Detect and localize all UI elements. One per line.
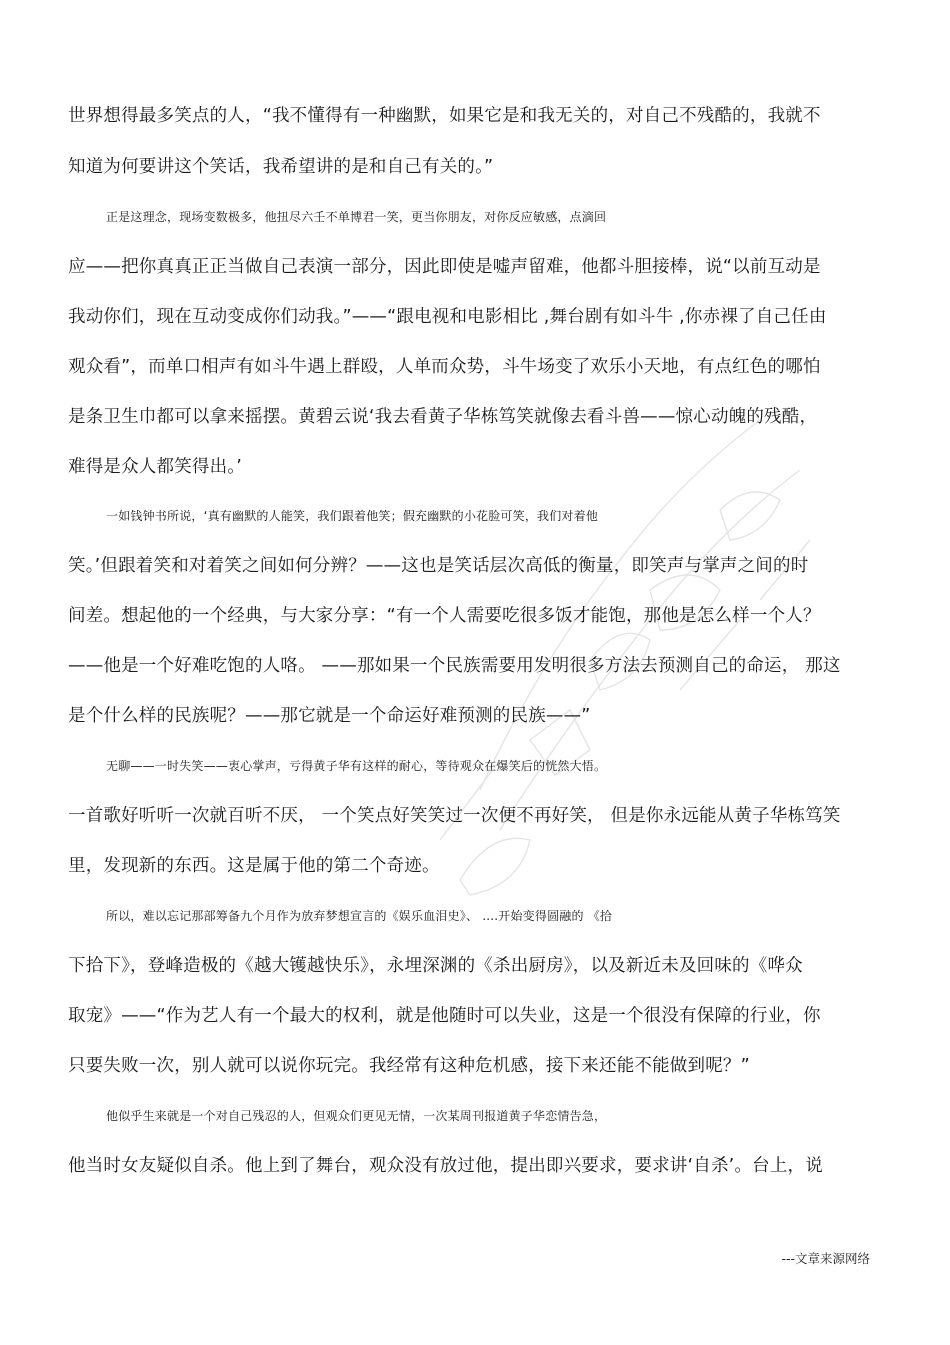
text-line: 他当时女友疑似自杀。他上到了舞台，观众没有放过他，提出即兴要求，要求讲‘自杀’。台上，说 bbox=[68, 1156, 823, 1176]
text-line: 所以，难以忘记那部筹备九个月作为放弃梦想宣言的《娱乐血泪史》、 ....开始变得圆融的 《拾 bbox=[106, 909, 613, 923]
text-line: 一首歌好听听一次就百听不厌， 一个笑点好笑笑过一次便不再好笑， 但是你永远能从黄子华栋笃笑 bbox=[68, 806, 841, 826]
text-line: 知道为何要讲这个笑话，我希望讲的是和自己有关的。” bbox=[68, 157, 494, 177]
text-line: 观众看”，而单口相声有如斗牛遇上群殴，人单而众势，斗牛场变了欢乐小天地，有点红色的哪怕 bbox=[68, 357, 821, 377]
text-line: ——他是一个好难吃饱的人咯。 ——那如果一个民族需要用发明很多方法去预测自己的命运， 那这 bbox=[68, 656, 841, 676]
text-line: 无聊——一时失笑——衷心掌声，亏得黄子华有这样的耐心，等待观众在爆笑后的恍然大悟。 bbox=[106, 759, 607, 773]
text-line: 间差。想起他的一个经典，与大家分享：“有一个人需要吃很多饭才能饱，那他是怎么样一个人？ bbox=[68, 606, 821, 626]
text-line: 一如钱钟书所说，‘真有幽默的人能笑，我们跟着他笑；假充幽默的小花脸可笑，我们对着他 bbox=[106, 509, 599, 523]
text-line: 难得是众人都笑得出。’ bbox=[68, 457, 243, 477]
text-line: 是个什么样的民族呢？——那它就是一个命运好难预测的民族——” bbox=[68, 706, 591, 726]
text-line: 世界想得最多笑点的人，“我不懂得有一种幽默，如果它是和我无关的，对自己不残酷的，我就不 bbox=[68, 106, 821, 126]
source-footer: ---文章来源网络 bbox=[781, 1251, 870, 1266]
text-line: 应——把你真真正正当做自己表演一部分，因此即使是嘘声留难，他都斗胆接棒，说“以前互动是 bbox=[68, 257, 821, 277]
text-line: 笑。’但跟着笑和对着笑之间如何分辨？——这也是笑话层次高低的衡量，即笑声与掌声之间的时 bbox=[68, 556, 809, 576]
text-line: 他似乎生来就是一个对自己残忍的人，但观众们更见无情，一次某周刊报道黄子华恋情告急， bbox=[106, 1109, 607, 1123]
text-line: 下拾下》，登峰造极的《越大镬越快乐》，永埋深渊的《杀出厨房》，以及新近未及回味的《哗众 bbox=[68, 956, 803, 976]
text-line: 我动你们，现在互动变成你们动我。”——“跟电视和电影相比 ,舞台剧有如斗牛 ,你赤裸了自己任由 bbox=[68, 307, 827, 327]
text-line: 是条卫生巾都可以拿来摇摆。黄碧云说‘我去看黄子华栋笃笑就像去看斗兽——惊心动魄的残酷， bbox=[68, 407, 818, 427]
watermark-stamp-graphic bbox=[420, 360, 880, 920]
text-line: 里，发现新的东西。这是属于他的第二个奇迹。 bbox=[68, 856, 440, 876]
text-line: 取宠》——“作为艺人有一个最大的权利，就是他随时可以失业，这是一个很没有保障的行业，你 bbox=[68, 1006, 821, 1026]
text-line: 只要失败一次，别人就可以说你玩完。我经常有这种危机感，接下来还能不能做到呢？” bbox=[68, 1056, 750, 1076]
text-line: 正是这理念，现场变数极多，他扭尽六壬不单博君一笑，更当你朋友，对你反应敏感，点滴回 bbox=[106, 210, 607, 224]
